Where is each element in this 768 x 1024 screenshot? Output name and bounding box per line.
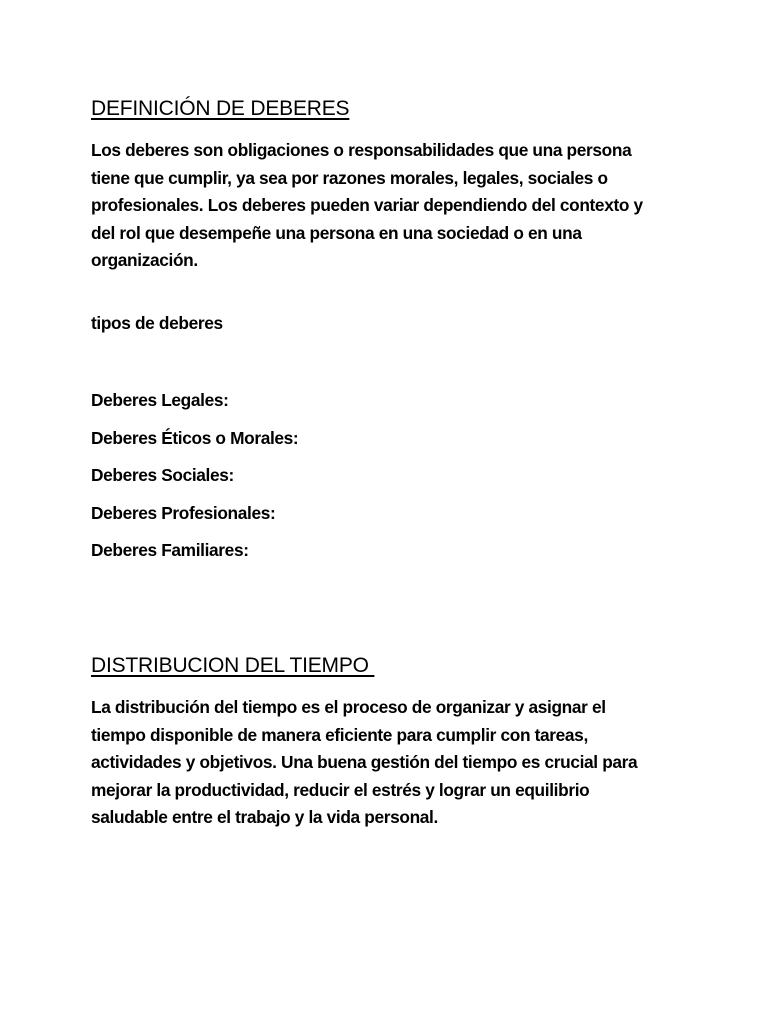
paragraph-line: Los deberes son obligaciones o responsabilidades que una persona (91, 140, 632, 160)
definition-paragraph (91, 137, 691, 275)
list-item: Deberes Sociales: (91, 465, 234, 485)
paragraph-line: tiempo disponible de manera eficiente para cumplir con tareas, (91, 724, 588, 745)
paragraph-line: profesionales. Los deberes pueden variar dependiendo del contexto y (91, 195, 643, 215)
paragraph-line: tiene que cumplir, ya sea por razones morales, legales, sociales o (91, 167, 608, 188)
section-title-distribucion: DISTRIBUCION DEL TIEMPO (91, 654, 375, 677)
time-distribution-paragraph (91, 694, 691, 832)
section-title-definicion: DEFINICIÓN DE DEBERES (91, 97, 350, 120)
paragraph-line: del rol que desempeñe una persona en una sociedad o en una (91, 222, 582, 243)
paragraph-line: saludable entre el trabajo y la vida personal. (91, 807, 438, 827)
types-subheading: tipos de deberes (91, 313, 223, 333)
list-item: Deberes Familiares: (91, 540, 249, 560)
paragraph-line: actividades y objetivos. Una buena gestión del tiempo es crucial para (91, 752, 638, 772)
paragraph-line: La distribución del tiempo es el proceso de organizar y asignar el (91, 697, 606, 717)
list-item: Deberes Profesionales: (91, 502, 276, 523)
list-item: Deberes Éticos o Morales: (91, 427, 299, 448)
list-item: Deberes Legales: (91, 390, 229, 410)
duty-types-list (91, 388, 298, 576)
paragraph-line: organización. (91, 250, 198, 270)
paragraph-line: mejorar la productividad, reducir el estrés y lograr un equilibrio (91, 779, 590, 800)
